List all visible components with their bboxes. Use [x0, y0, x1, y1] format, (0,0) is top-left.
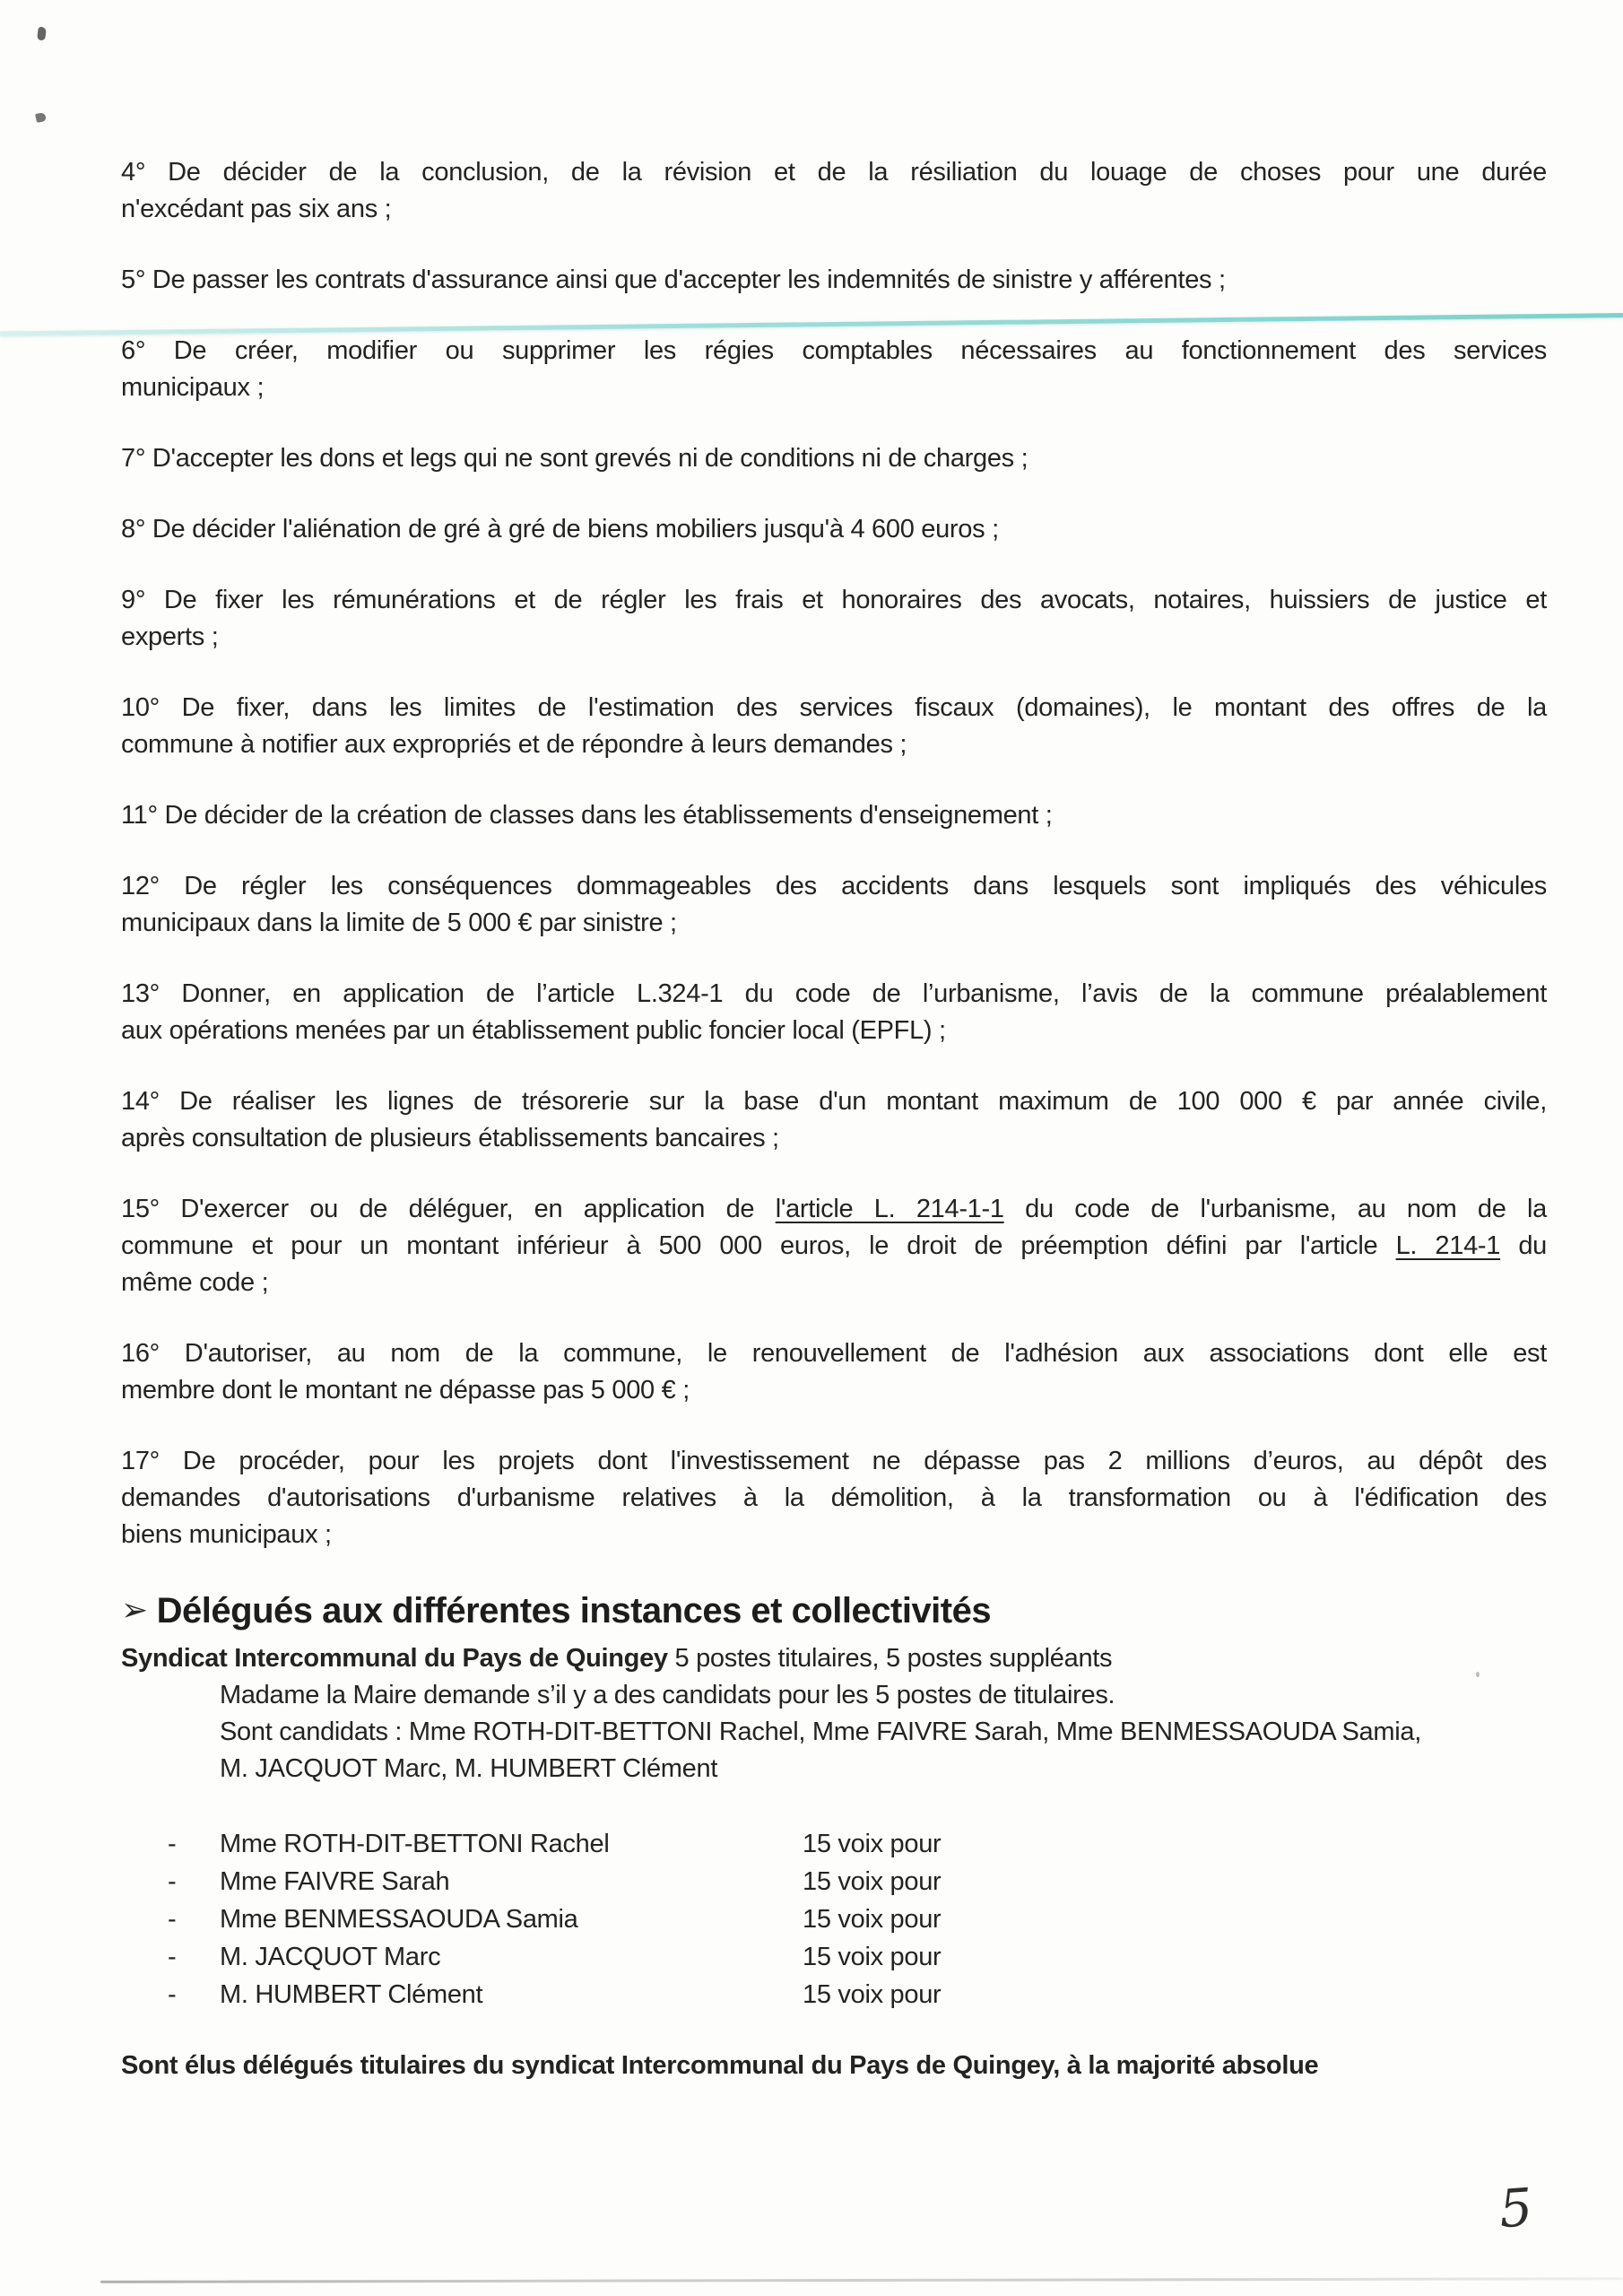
- scan-artifact-speck-top-2: [35, 112, 47, 123]
- paragraph-11: [121, 797, 1547, 834]
- vote-list: [121, 1825, 1547, 2013]
- vote-row: [121, 1976, 1547, 2013]
- vote-candidate-name: Mme ROTH-DIT-BETTONI Rachel: [220, 1830, 610, 1858]
- syndicat-name: Syndicat Intercommunal du Pays de Quingey: [121, 1644, 668, 1673]
- paragraph-6-line-2: municipaux ;: [121, 373, 265, 402]
- paragraph-15-line-2: commune et pour un montant inférieur à 500 000 euros, le droit de préemption défini par l'article L. 214-1 du: [121, 1231, 1547, 1260]
- paragraph-17-line-3: biens municipaux ;: [121, 1520, 332, 1549]
- vote-candidate-name: Mme BENMESSAOUDA Samia: [220, 1905, 578, 1934]
- paragraph-10-line-1: 10° De fixer, dans les limites de l'estimation des services fiscaux (domaines), le montant des offres de la: [121, 693, 1547, 722]
- syndicat-line-request: Madame la Maire demande s’il y a des candidats pour les 5 postes de titulaires.: [220, 1681, 1115, 1709]
- vote-candidate-name: Mme FAIVRE Sarah: [220, 1867, 450, 1896]
- paragraph-15-line-3: même code ;: [121, 1268, 269, 1297]
- paragraph-8: [121, 511, 1547, 548]
- document-content: [121, 154, 1547, 2084]
- paragraph-13-line-2: aux opérations menées par un établissement public foncier local (EPFL) ;: [121, 1016, 946, 1045]
- syndicat-title-line: [121, 1640, 1547, 1677]
- paragraph-8-line-1: 8° De décider l'aliénation de gré à gré de biens mobiliers jusqu'à 4 600 euros ;: [121, 515, 999, 544]
- vote-row: [121, 1938, 1547, 1976]
- paragraph-6-line-1: 6° De créer, modifier ou supprimer les régies comptables nécessaires au fonctionnement des services: [121, 336, 1547, 365]
- paragraph-9-line-2: experts ;: [121, 622, 219, 651]
- paragraph-14: [121, 1083, 1547, 1157]
- paragraph-12-line-2: municipaux dans la limite de 5 000 € par sinistre ;: [121, 909, 677, 937]
- vote-row: [121, 1825, 1547, 1863]
- vote-dash: -: [168, 1830, 177, 1858]
- paragraph-10: [121, 690, 1547, 763]
- vote-result: 15 voix pour: [803, 1830, 942, 1858]
- paragraph-9-line-1: 9° De fixer les rémunérations et de régler les frais et honoraires des avocats, notaires, huissiers de justice et: [121, 586, 1547, 614]
- arrow-bullet-icon: ➢: [121, 1591, 148, 1628]
- vote-dash: -: [168, 1943, 177, 1971]
- paragraph-15: [121, 1191, 1547, 1301]
- paragraph-4: [121, 154, 1547, 228]
- paragraph-17-line-2: demandes d'autorisations d'urbanisme relatives à la démolition, à la transformation ou à l'édification des: [121, 1483, 1547, 1512]
- vote-row: [121, 1863, 1547, 1900]
- vote-result: 15 voix pour: [803, 1867, 942, 1896]
- vote-dash: -: [168, 1867, 177, 1896]
- paragraph-13: [121, 976, 1547, 1049]
- syndicat-posts: 5 postes titulaires, 5 postes suppléants: [667, 1644, 1113, 1673]
- underlined-reference: l'article L. 214-1-1: [775, 1195, 1004, 1223]
- paragraph-16: [121, 1335, 1547, 1409]
- underlined-reference: L. 214-1: [1395, 1231, 1501, 1260]
- paragraph-16-line-2: membre dont le montant ne dépasse pas 5 000 € ;: [121, 1376, 690, 1405]
- paragraph-11-line-1: 11° De décider de la création de classes dans les établissements d'enseignement ;: [121, 801, 1053, 830]
- paragraph-14-line-1: 14° De réaliser les lignes de trésorerie sur la base d'un montant maximum de 100 000 € par année civile,: [121, 1087, 1547, 1116]
- vote-dash: -: [168, 1980, 177, 2009]
- paragraph-4-line-2: n'excédant pas six ans ;: [121, 195, 392, 223]
- paragraph-5-line-1: 5° De passer les contrats d'assurance ainsi que d'accepter les indemnités de sinistre y afférentes ;: [121, 265, 1226, 294]
- paragraph-4-line-1: 4° De décider de la conclusion, de la révision et de la résiliation du louage de choses pour une durée: [121, 158, 1547, 187]
- syndicat-line-candidates-2: M. JACQUOT Marc, M. HUMBERT Clément: [220, 1754, 718, 1783]
- vote-candidate-name: M. HUMBERT Clément: [220, 1980, 483, 2009]
- paragraph-5: [121, 262, 1547, 299]
- vote-candidate-name: M. JACQUOT Marc: [220, 1943, 441, 1971]
- conclusion-line: Sont élus délégués titulaires du syndicat Intercommunal du Pays de Quingey, à la majorité absolue: [121, 2051, 1319, 2080]
- syndicat-line-candidates: Sont candidats : Mme ROTH-DIT-BETTONI Rachel, Mme FAIVRE Sarah, Mme BENMESSAOUDA Samia,: [220, 1718, 1421, 1746]
- vote-result: 15 voix pour: [803, 1980, 942, 2009]
- page-number: 5: [1497, 2176, 1535, 2240]
- paragraph-12-line-1: 12° De régler les conséquences dommageables des accidents dans lesquels sont impliqués des véhicules: [121, 872, 1547, 900]
- vote-result: 15 voix pour: [803, 1943, 942, 1971]
- paragraph-17-line-1: 17° De procéder, pour les projets dont l'investissement ne dépasse pas 2 millions d’euros, au dépôt des: [121, 1447, 1547, 1475]
- paragraph-15-line-1: 15° D'exercer ou de déléguer, en application de l'article L. 214-1-1 du code de l'urbanisme, au nom de la: [121, 1195, 1547, 1223]
- paragraph-14-line-2: après consultation de plusieurs établissements bancaires ;: [121, 1124, 779, 1152]
- paragraph-6: [121, 333, 1547, 406]
- scan-artifact-bottom-edge: [100, 2277, 1623, 2283]
- paragraph-7-line-1: 7° D'accepter les dons et legs qui ne sont grevés ni de conditions ni de charges ;: [121, 444, 1028, 473]
- paragraph-10-line-2: commune à notifier aux expropriés et de répondre à leurs demandes ;: [121, 730, 907, 759]
- scan-artifact-speck-top: [37, 27, 47, 41]
- vote-dash: -: [168, 1905, 177, 1934]
- paragraph-17: [121, 1443, 1547, 1553]
- paragraph-9: [121, 582, 1547, 656]
- paragraph-12: [121, 868, 1547, 942]
- vote-result: 15 voix pour: [803, 1905, 942, 1934]
- paragraph-7: [121, 440, 1547, 477]
- paragraph-13-line-1: 13° Donner, en application de l’article L.324-1 du code de l’urbanisme, l’avis de la commune préalablement: [121, 979, 1547, 1008]
- syndicat-block: [121, 1640, 1547, 1787]
- paragraph-16-line-1: 16° D'autoriser, au nom de la commune, le renouvellement de l'adhésion aux associations dont elle est: [121, 1339, 1547, 1368]
- section-title: Délégués aux différentes instances et collectivités: [156, 1591, 992, 1631]
- section-heading: [121, 1587, 1547, 1635]
- vote-row: [121, 1900, 1547, 1938]
- body-paragraphs: [121, 154, 1547, 1553]
